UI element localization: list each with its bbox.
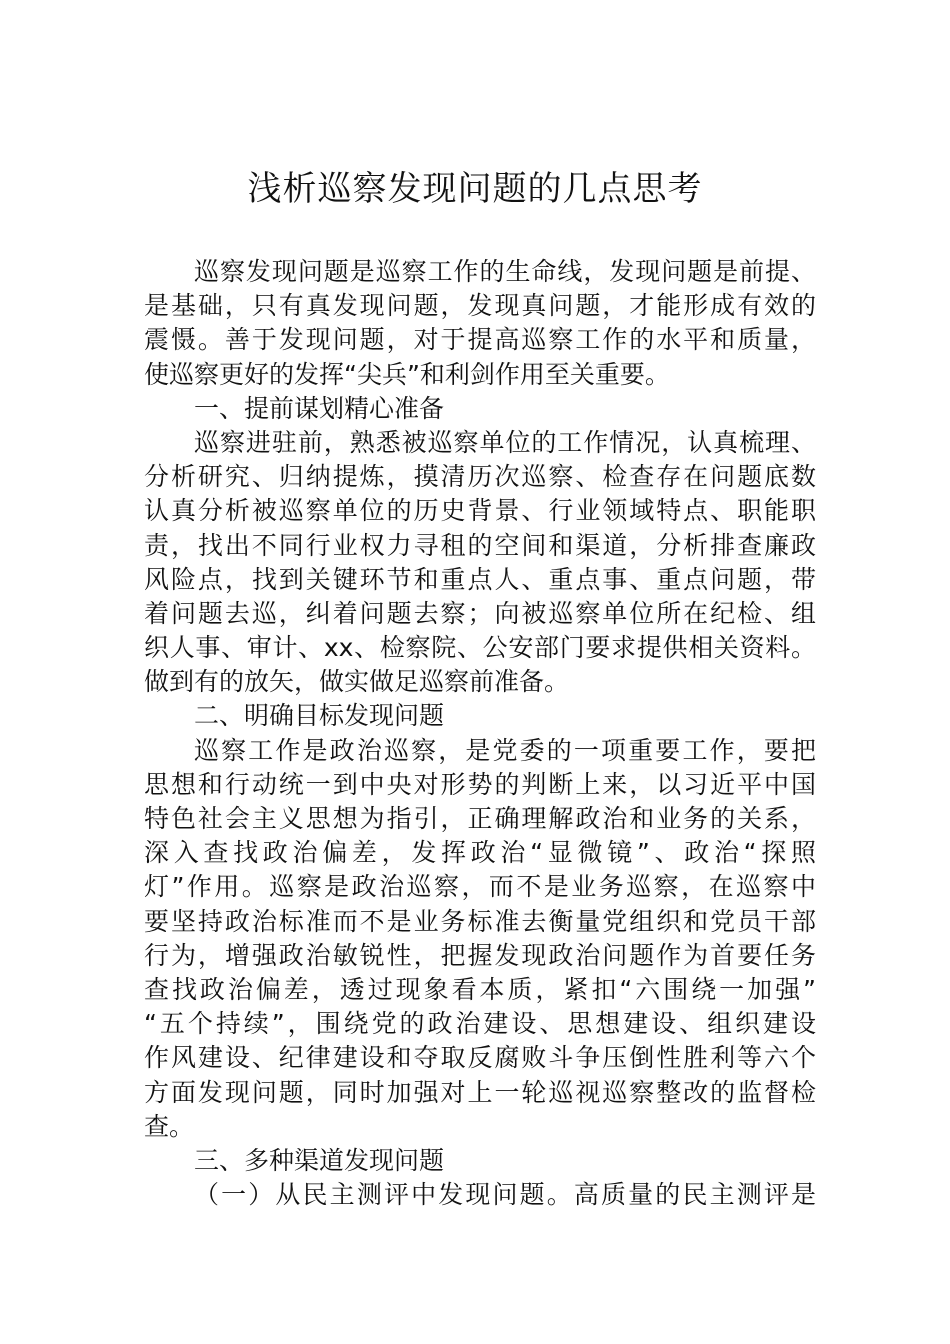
paragraph-line: 做到有的放矢，做实做足巡察前准备。 xyxy=(144,667,570,697)
paragraph-line: 风险点，找到关键环节和重点人、重点事、重点问题，带 xyxy=(144,564,816,594)
document-title: 浅析巡察发现问题的几点思考 xyxy=(247,169,703,209)
paragraph-line: 灯”作用。巡察是政治巡察，而不是业务巡察，在巡察中 xyxy=(144,872,816,902)
paragraph-line: （一）从民主测评中发现问题。高质量的民主测评是 xyxy=(194,1180,816,1210)
section-heading: 三、多种渠道发现问题 xyxy=(194,1145,445,1175)
paragraph-line: 着问题去巡，纠着问题去察；向被巡察单位所在纪检、组 xyxy=(144,598,816,628)
paragraph-line: 方面发现问题，同时加强对上一轮巡视巡察整改的监督检 xyxy=(144,1077,816,1107)
paragraph-line: 分析研究、归纳提炼，摸清历次巡察、检查存在问题底数 xyxy=(144,462,816,492)
paragraph-line: 认真分析被巡察单位的历史背景、行业领域特点、职能职 xyxy=(144,496,816,526)
section-heading: 一、提前谋划精心准备 xyxy=(194,393,445,423)
section-heading: 二、明确目标发现问题 xyxy=(194,701,445,731)
paragraph-line: 巡察工作是政治巡察，是党委的一项重要工作，要把 xyxy=(194,735,816,765)
paragraph-line: 震慑。善于发现问题，对于提高巡察工作的水平和质量， xyxy=(144,325,816,355)
paragraph-line: 查。 xyxy=(144,1111,195,1141)
document-body xyxy=(144,255,816,1212)
paragraph-line: 巡察进驻前，熟悉被巡察单位的工作情况，认真梳理、 xyxy=(194,427,816,457)
paragraph-line: “五个持续”，围绕党的政治建设、思想建设、组织建设 xyxy=(144,1009,816,1039)
paragraph-line: 行为，增强政治敏锐性，把握发现政治问题作为首要任务 xyxy=(144,940,816,970)
paragraph-line: 特色社会主义思想为指引，正确理解政治和业务的关系， xyxy=(144,804,816,833)
paragraph-line: 巡察发现问题是巡察工作的生命线，发现问题是前提、 xyxy=(194,257,816,286)
paragraph-line: 是基础，只有真发现问题，发现真问题，才能形成有效的 xyxy=(144,291,816,321)
paragraph-line: 责，找出不同行业权力寻租的空间和渠道，分析排查廉政 xyxy=(144,530,816,560)
paragraph-line: 查找政治偏差，透过现象看本质，紧扣“六围绕一加强” xyxy=(144,974,816,1004)
paragraph-line: 深入查找政治偏差，发挥政治“显微镜”、政治“探照 xyxy=(144,838,816,868)
paragraph-line: 织人事、审计、xx、检察院、公安部门要求提供相关资料。 xyxy=(144,633,816,663)
paragraph-line: 要坚持政治标准而不是业务标准去衡量党组织和党员干部 xyxy=(144,906,816,936)
paragraph-line: 作风建设、纪律建设和夺取反腐败斗争压倒性胜利等六个 xyxy=(144,1043,816,1073)
paragraph-line: 思想和行动统一到中央对形势的判断上来，以习近平中国 xyxy=(144,769,816,799)
paragraph-line: 使巡察更好的发挥“尖兵”和利剑作用至关重要。 xyxy=(144,359,670,389)
